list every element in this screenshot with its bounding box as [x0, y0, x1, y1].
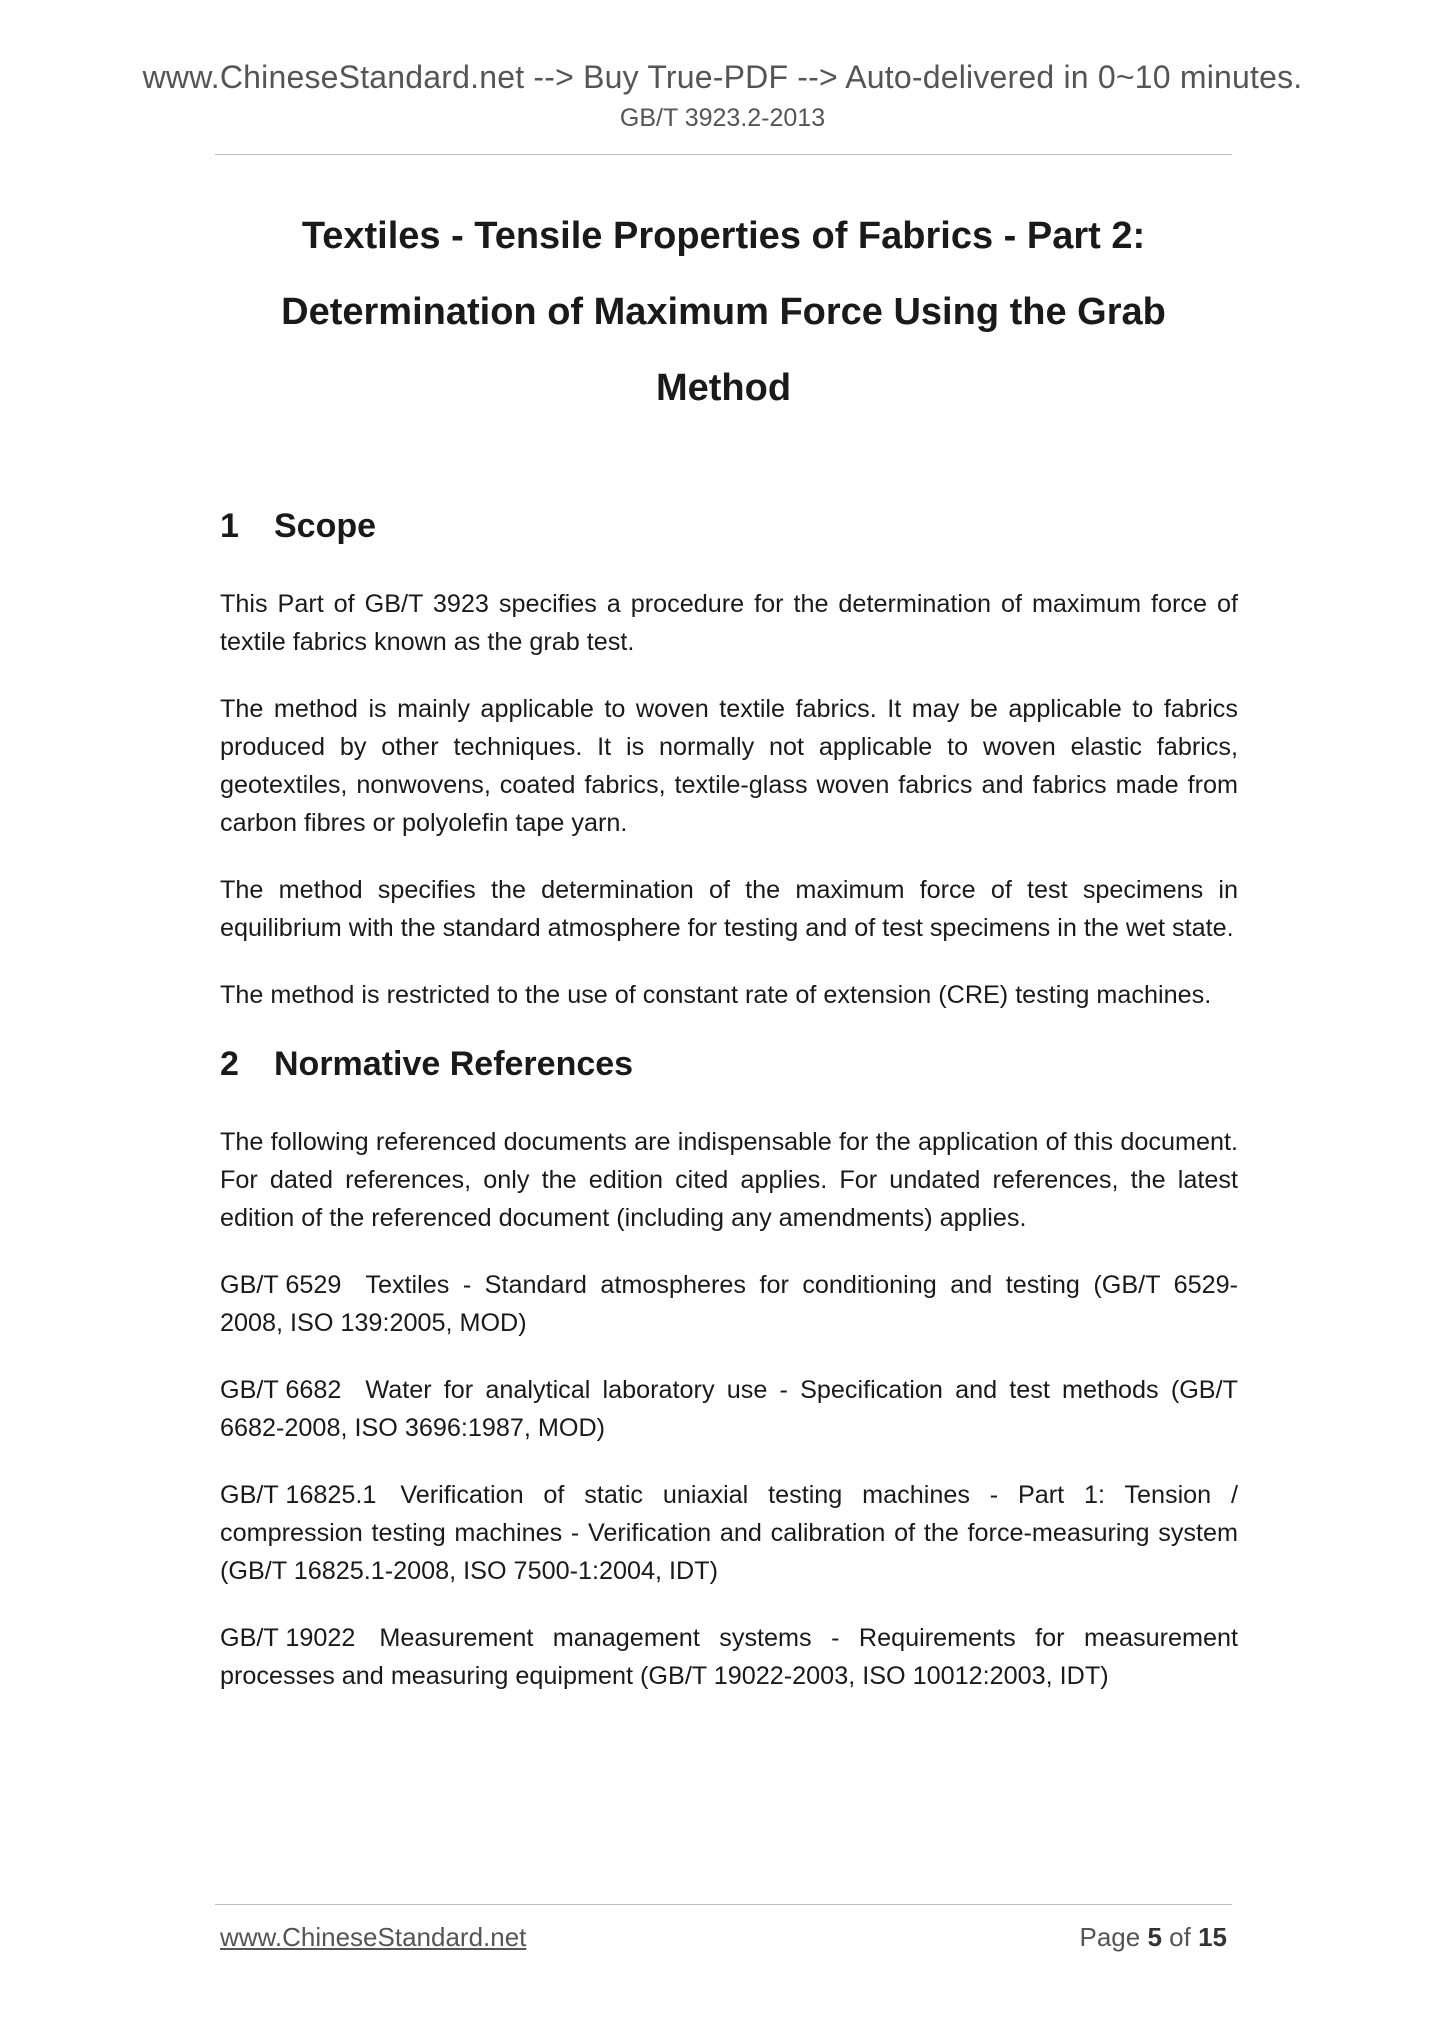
- promo-banner: www.ChineseStandard.net --> Buy True-PDF --> Auto-delivered in 0~10 minutes.: [142, 59, 1303, 95]
- reference-code: GB/T 6529: [220, 1271, 342, 1299]
- standard-code: GB/T 3923.2-2013: [619, 104, 826, 132]
- page-label: Page: [1079, 1922, 1141, 1952]
- reference-code: GB/T 16825.1: [220, 1481, 377, 1509]
- title-line-3: Method: [655, 367, 792, 409]
- section-heading: [220, 1043, 1238, 1085]
- reference-text: Water for analytical laboratory use - Specification and test methods (GB/T 6682-2008, ISO 3696:1987, MOD): [220, 1376, 1238, 1442]
- page-of: of: [1169, 1922, 1191, 1952]
- section-title: Scope: [274, 507, 377, 545]
- page-header: [0, 58, 1445, 132]
- paragraph: The method specifies the determination of the maximum force of test specimens in equilibrium with the standard atmosphere for testing and of test specimens in the wet state.: [220, 876, 1238, 942]
- section-number: 1: [220, 507, 239, 545]
- paragraph: The method is mainly applicable to woven textile fabrics. It may be applicable to fabrics produced by other techniques. It is normally not applicable to woven elastic fabrics, geotextiles, nonwovens, coated fabrics, textile-glass woven fabrics and fabrics made from carbon fibres or polyolefin tape yarn.: [220, 695, 1238, 837]
- section-scope: [220, 505, 1238, 1014]
- reference-entry: [220, 1371, 1238, 1447]
- document-body: [220, 505, 1238, 1724]
- page-indicator: [1079, 1922, 1227, 1953]
- title-line-2: Determination of Maximum Force Using the Grab: [281, 291, 1166, 333]
- section-number: 2: [220, 1045, 239, 1083]
- reference-entry: [220, 1619, 1238, 1695]
- section-heading: [220, 505, 1238, 547]
- page-total: 15: [1198, 1922, 1227, 1952]
- reference-text: Verification of static uniaxial testing machines - Part 1: Tension / compression testing machines - Verification and calibration of the force-measuring system (GB/T 16825.1-2008, ISO 7500-1:2004, IDT): [220, 1481, 1238, 1585]
- paragraph: This Part of GB/T 3923 specifies a procedure for the determination of maximum force of textile fabrics known as the grab test.: [220, 590, 1238, 656]
- page-current: 5: [1147, 1922, 1162, 1952]
- section-title: Normative References: [274, 1045, 634, 1083]
- reference-text: Textiles - Standard atmospheres for conditioning and testing (GB/T 6529-2008, ISO 139:2005, MOD): [220, 1271, 1238, 1337]
- section-normative-references: [220, 1043, 1238, 1695]
- reference-entry: [220, 1266, 1238, 1342]
- reference-text: Measurement management systems - Requirements for measurement processes and measuring equipment (GB/T 19022-2003, ISO 10012:2003, IDT): [220, 1624, 1238, 1690]
- header-divider: [215, 154, 1232, 155]
- reference-entry: [220, 1476, 1238, 1590]
- document-title: [215, 198, 1232, 426]
- footer-divider: [215, 1904, 1232, 1905]
- reference-code: GB/T 19022: [220, 1624, 356, 1652]
- paragraph: The method is restricted to the use of constant rate of extension (CRE) testing machines.: [220, 981, 1212, 1009]
- reference-code: GB/T 6682: [220, 1376, 342, 1404]
- paragraph: The following referenced documents are indispensable for the application of this document. For dated references, only the edition cited applies. For undated references, the latest edition of the referenced document (including any amendments) applies.: [220, 1128, 1238, 1232]
- title-line-1: Textiles - Tensile Properties of Fabrics - Part 2:: [301, 215, 1146, 257]
- footer-site-link[interactable]: www.ChineseStandard.net: [220, 1922, 527, 1952]
